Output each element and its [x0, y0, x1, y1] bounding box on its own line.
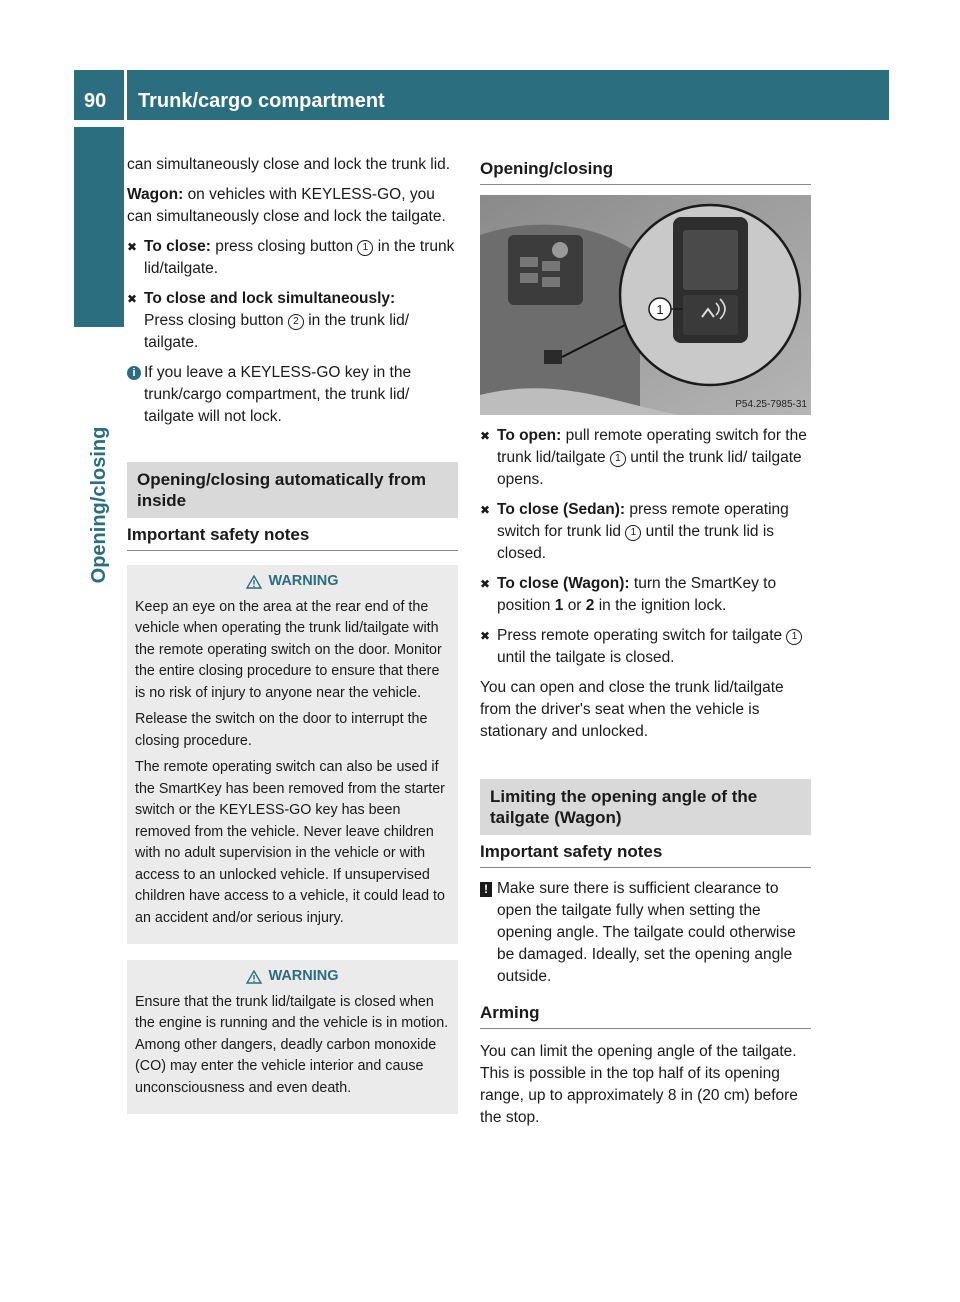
chapter-tab-label: Opening/closing: [88, 426, 110, 584]
step-press-switch: ✖ Press remote operating switch for tailgate 1 until the tailgate is closed.: [480, 625, 811, 669]
sub-heading-arming: Arming: [480, 996, 811, 1029]
info-note: i If you leave a KEYLESS-GO key in the trunk/cargo compartment, the trunk lid/ tailgate will not lock.: [127, 362, 458, 428]
sub-heading: Important safety notes: [127, 518, 458, 551]
step-to-open: ✖ To open: pull remote operating switch for the trunk lid/tailgate 1 until the trunk lid/ tailgate opens.: [480, 427, 807, 488]
step-arrow-icon: ✖: [480, 629, 491, 643]
arming-text: You can limit the opening angle of the tailgate. This is possible in the top half of its opening range, up to approximately 8 in (20 cm) before the stop.: [480, 1043, 798, 1126]
step-close-wagon: ✖ To close (Wagon): turn the SmartKey to position 1 or 2 in the ignition lock.: [480, 575, 777, 614]
info-icon: i: [127, 366, 141, 380]
figure-callout: 1: [656, 302, 664, 317]
wagon-paragraph: Wagon: on vehicles with KEYLESS-GO, you can simultaneously close and lock the tailgate.: [127, 186, 446, 225]
right-column: [480, 152, 811, 1137]
page-title: Trunk/cargo compartment: [138, 90, 385, 112]
warning-box: [127, 960, 458, 1114]
step-arrow-icon: ✖: [127, 292, 138, 306]
left-column: [127, 154, 458, 1114]
sub-heading: Important safety notes: [480, 835, 811, 868]
body-paragraph: You can open and close the trunk lid/tailgate from the driver's seat when the vehicle is stationary and unlocked.: [480, 679, 784, 740]
step-arrow-icon: ✖: [480, 503, 491, 517]
section-subheading: Opening/closing: [480, 152, 811, 185]
warning-box: [127, 565, 458, 944]
door-panel-illustration: [480, 195, 811, 415]
caution-icon: !: [480, 882, 492, 897]
warning-triangle-icon: [246, 575, 262, 589]
side-bar: [74, 127, 124, 327]
header-divider: [124, 70, 127, 120]
warning-header: WARNING: [135, 966, 450, 988]
warning-triangle-icon: [246, 970, 262, 984]
step-to-close: ✖ To close: press closing button 1 in the trunk lid/tailgate.: [127, 238, 455, 277]
callout-number: 1: [625, 525, 641, 541]
caution-note: ! Make sure there is sufficient clearance to open the tailgate fully when setting the opening angle. The tailgate could otherwise be damaged. Ideally, set the opening angle outside.: [480, 878, 811, 988]
callout-number: 2: [288, 314, 304, 330]
step-arrow-icon: ✖: [480, 577, 491, 591]
section-heading: Limiting the opening angle of the tailgate (Wagon): [480, 779, 811, 835]
warning-text: The remote operating switch can also be used if the SmartKey has been removed from the starter switch or the KEYLESS-GO key has been removed from the vehicle. Never leave children with no adult supervision in the vehicle or with access to an unlocked vehicle. If unsupervised children have access to a vehicle, it could lead to an accident and/or serious injury.: [135, 759, 445, 926]
step-close-sedan: ✖ To close (Sedan): press remote operating switch for trunk lid 1 until the trunk lid is closed.: [480, 501, 789, 562]
step-arrow-icon: ✖: [127, 240, 138, 254]
page-number: 90: [84, 90, 107, 112]
door-switch-figure: [480, 195, 811, 415]
intro-text: can simultaneously close and lock the trunk lid.: [127, 156, 451, 173]
step-close-and-lock: ✖ To close and lock simultaneously: Press closing button 2 in the trunk lid/ tailgate.: [127, 290, 410, 351]
section-heading: Opening/closing automatically from inside: [127, 462, 458, 518]
callout-number: 1: [610, 451, 626, 467]
step-arrow-icon: ✖: [480, 429, 491, 443]
warning-text: Ensure that the trunk lid/tailgate is closed when the engine is running and the vehicle is in motion. Among other dangers, deadly carbon monoxide (CO) may enter the vehicle interior and cause unconsciousness and even death.: [135, 993, 449, 1096]
warning-header: WARNING: [135, 571, 450, 593]
warning-text: Release the switch on the door to interrupt the closing procedure.: [135, 711, 428, 749]
callout-number: 1: [357, 240, 373, 256]
warning-text: Keep an eye on the area at the rear end of the vehicle when operating the trunk lid/tailgate with the remote operating switch on the door. Monitor the entire closing procedure to ensure that there is no risk of injury to anyone near the vehicle.: [135, 598, 442, 701]
figure-caption: P54.25-7985-31: [735, 399, 807, 410]
callout-number: 1: [786, 629, 802, 645]
page-header: [74, 70, 889, 120]
